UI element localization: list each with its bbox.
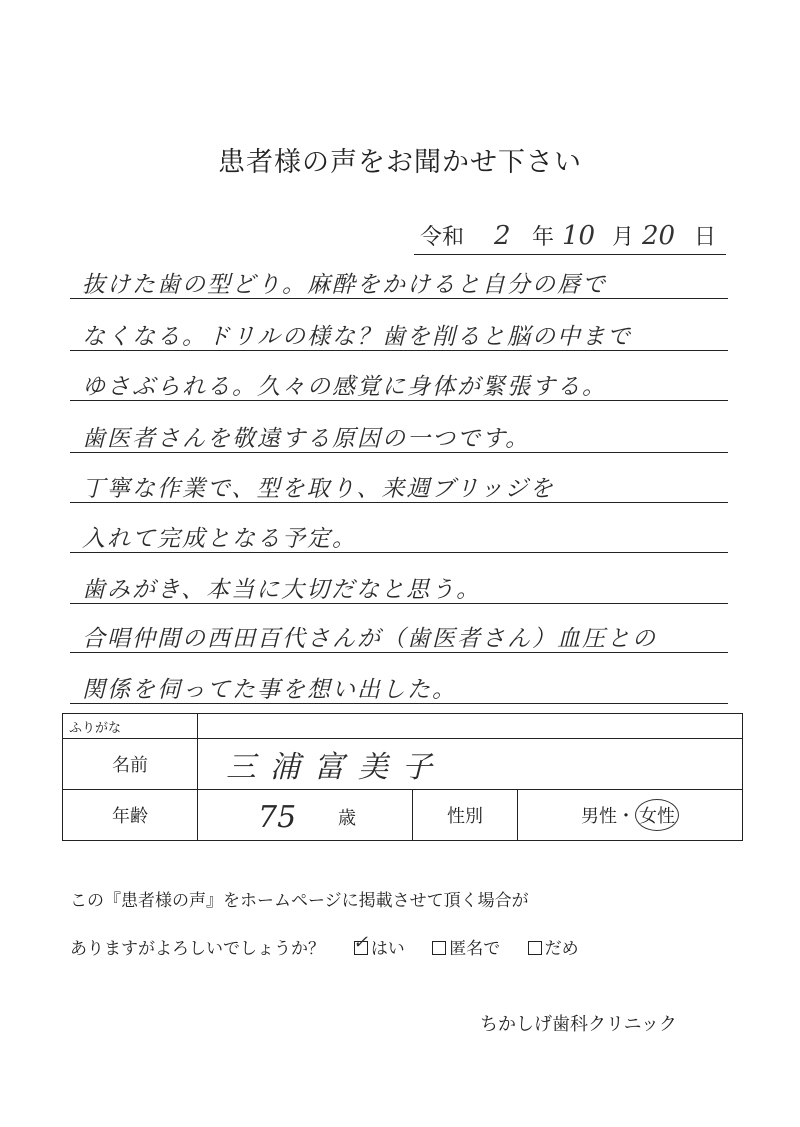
age-field[interactable] [198,790,413,841]
date-day: 20 [642,221,676,251]
message-line: 入れて完成となる予定。 [82,526,357,552]
consent-option-anonymous-label: 匿名で [449,939,501,959]
consent-option-yes[interactable] [354,934,405,959]
date-era: 令和 [420,225,465,250]
gender-separator: ・ [617,806,635,827]
consent-question-line2 [70,934,601,959]
age-value: 75 [258,800,297,835]
date-year-unit: 年 [532,225,555,250]
gender-option-female[interactable]: 女性 [635,799,679,831]
date-month: 10 [562,221,596,251]
message-line: なくなる。ドリルの様な？歯を削ると脳の中まで [82,324,632,350]
date-year: 2 [494,221,511,251]
date-field [414,218,726,255]
consent-option-anonymous[interactable] [432,934,500,959]
checkbox-yes[interactable] [352,932,368,955]
gender-label: 性別 [413,790,518,841]
consent-question-line1: この『患者様の声』をホームページに掲載させて頂く場合が [70,891,529,911]
checkbox-anonymous[interactable] [432,941,446,955]
age-label: 年齢 [63,790,198,841]
consent-option-yes-label: はい [370,939,405,959]
furigana-label: ふりがな [63,714,198,739]
message-line: 関係を伺ってた事を想い出した。 [82,677,457,703]
message-line: 抜けた歯の型どり。麻酔をかけると自分の唇で [82,272,607,298]
date-day-unit: 日 [694,225,717,250]
patient-info-table [62,713,743,841]
message-line: ゆさぶられる。久々の感覚に身体が緊張する。 [82,374,607,400]
clinic-name: ちかしげ歯科クリニック [480,1014,677,1035]
consent-question-text: ありますがよろしいでしょうか？ [70,939,325,959]
age-unit: 歳 [338,808,356,829]
check-mark-icon: ✓ [352,932,368,953]
gender-option-male[interactable]: 男性 [581,806,617,827]
consent-option-no[interactable] [528,934,579,959]
name-label: 名前 [63,739,198,790]
message-line: 丁寧な作業で、型を取り、来週ブリッジを [82,476,555,502]
message-line: 合唱仲間の西田百代さんが（歯医者さん）血圧との [82,626,657,652]
message-line: 歯みがき、本当に大切だなと思う。 [82,577,482,603]
name-field[interactable]: 三浦富美子 [198,739,743,790]
consent-option-no-label: だめ [544,939,579,959]
date-month-unit: 月 [612,225,635,250]
gender-field[interactable] [518,790,743,841]
page-title: 患者様の声をお聞かせ下さい [218,147,582,178]
message-line: 歯医者さんを敬遠する原因の一つです。 [82,426,531,452]
checkbox-no[interactable] [528,941,542,955]
furigana-field[interactable] [198,714,743,739]
